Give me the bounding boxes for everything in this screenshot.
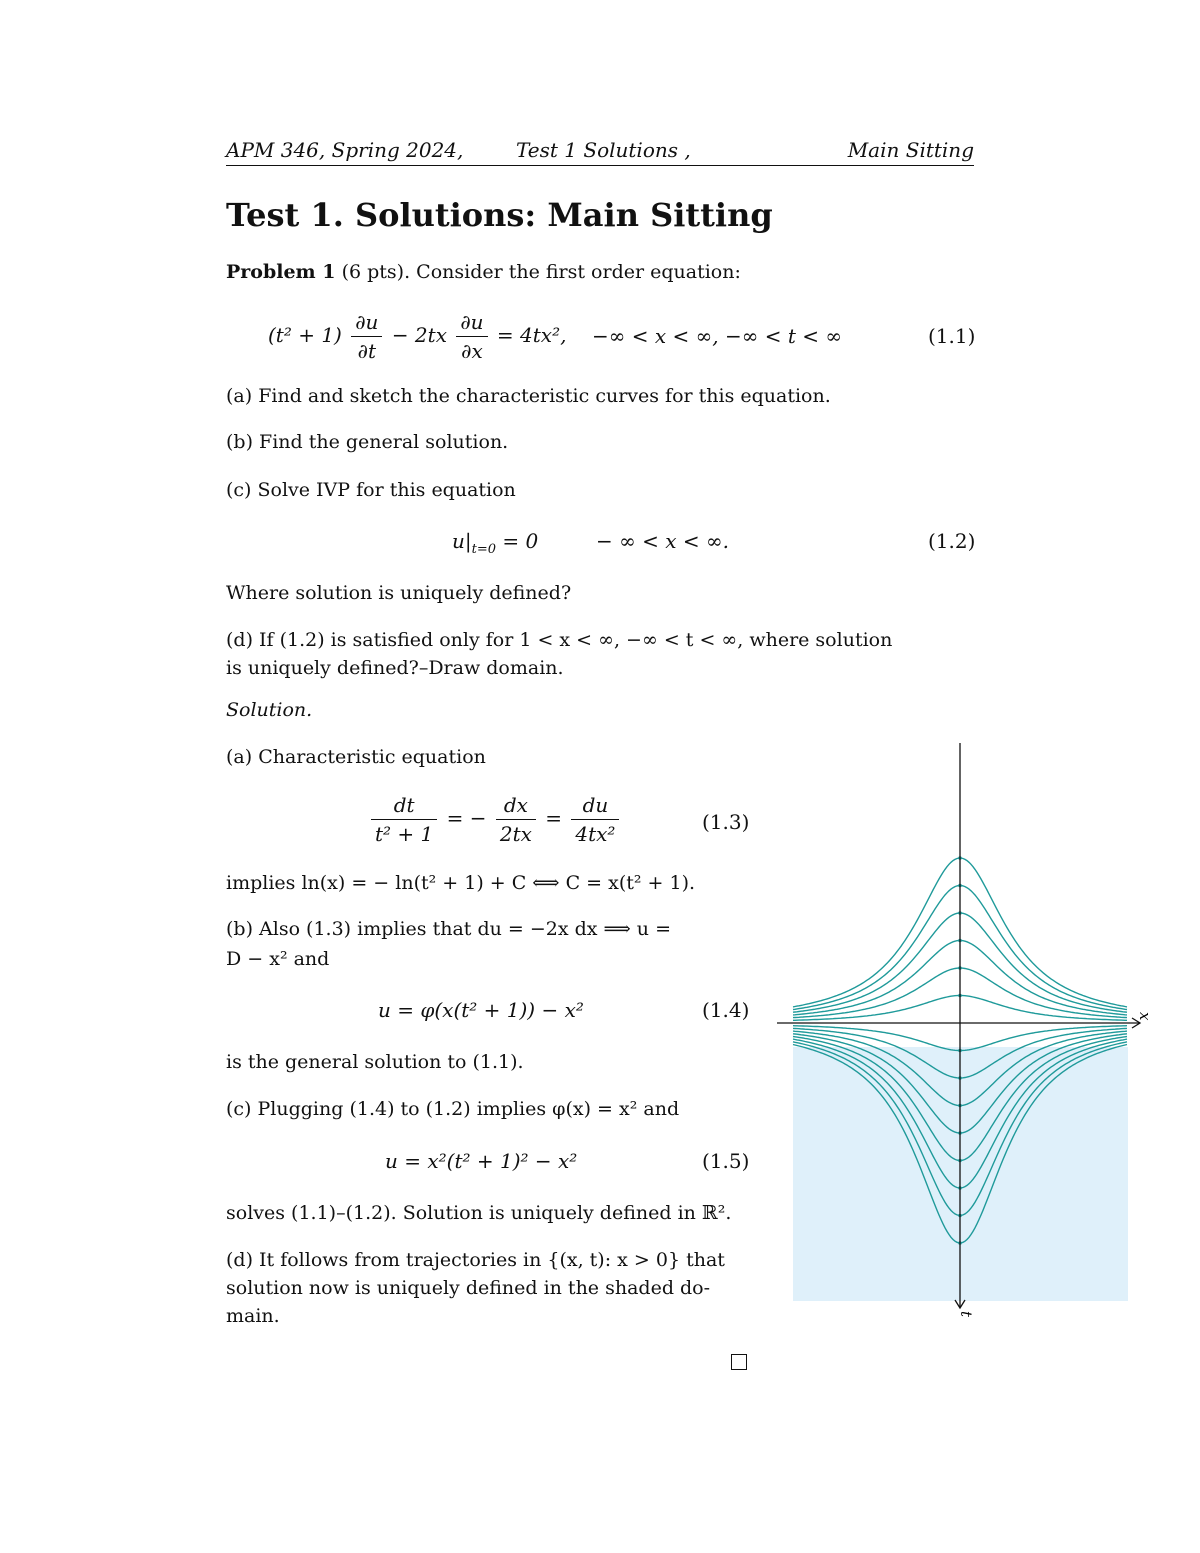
part-d-line-1: (d) If (1.2) is satisfied only for 1 < x < ∞, −∞ < t < ∞, where solution — [226, 629, 893, 651]
solution-d-line-3: main. — [226, 1305, 280, 1327]
solution-b-general: is the general solution to (1.1). — [226, 1051, 524, 1073]
eq-1-2-number: (1.2) — [928, 529, 976, 553]
eq-1-3-sign-2: = — [545, 806, 563, 830]
eq-1-4-number: (1.4) — [702, 998, 750, 1022]
frac-den: t² + 1 — [371, 819, 437, 846]
characteristics-figure — [770, 735, 1160, 1325]
part-b-question: (b) Find the general solution. — [226, 431, 509, 453]
solution-d-line-1: (d) It follows from trajectories in {(x, t): x > 0} that — [226, 1249, 725, 1271]
running-header — [226, 136, 974, 166]
solution-d-line-2: solution now is uniquely defined in the shaded do- — [226, 1277, 711, 1299]
solution-a-intro: (a) Characteristic equation — [226, 746, 486, 768]
x-axis-label: x — [1136, 1012, 1154, 1021]
header-course: APM 346, Spring 2024, — [226, 138, 464, 162]
eq-1-2-sub: t=0 — [471, 542, 497, 557]
header-sitting: Main Sitting — [847, 138, 974, 162]
header-test: Test 1 Solutions , — [516, 138, 691, 162]
eq-1-1-dudt — [351, 310, 382, 363]
qed-symbol — [731, 1354, 747, 1370]
problem-points: (6 pts). — [341, 261, 411, 283]
frac-den: ∂x — [456, 336, 487, 363]
equation-1-1 — [268, 310, 566, 363]
eq-1-1-rhs: = 4tx², — [496, 323, 567, 347]
eq-1-2-domain: − ∞ < x < ∞. — [596, 529, 730, 553]
solution-a-implies: implies ln(x) = − ln(t² + 1) + C ⟺ C = x(t² + 1). — [226, 872, 696, 894]
eq-1-3-number: (1.3) — [702, 810, 750, 834]
header-rule — [226, 165, 974, 166]
solution-b-line-1: (b) Also (1.3) implies that du = −2x dx ⟹ u = — [226, 918, 672, 940]
eq-1-5-number: (1.5) — [702, 1149, 750, 1173]
eq-1-1-term: − 2tx — [391, 323, 447, 347]
solution-c-line: (c) Plugging (1.4) to (1.2) implies φ(x) = x² and — [226, 1098, 680, 1120]
solution-b-line-2: D − x² and — [226, 948, 330, 970]
uniqueness-question: Where solution is uniquely defined? — [226, 582, 572, 604]
frac-den: 2tx — [496, 819, 536, 846]
eq-1-2-lhs: u| — [452, 529, 472, 553]
problem-label: Problem 1 — [226, 261, 336, 283]
eq-1-1-coef: (t² + 1) — [268, 323, 342, 347]
solution-c-solves: solves (1.1)–(1.2). Solution is uniquely defined in ℝ². — [226, 1202, 732, 1224]
eq-1-1-domain: −∞ < x < ∞, −∞ < t < ∞ — [592, 324, 843, 348]
eq-1-3-sign-1: = − — [446, 806, 487, 830]
frac-num: dx — [503, 793, 528, 817]
part-d-line-2: is uniquely defined?–Draw domain. — [226, 657, 564, 679]
frac-den: ∂t — [351, 336, 382, 363]
eq-1-1-number: (1.1) — [928, 324, 976, 348]
page-title: Test 1. Solutions: Main Sitting — [226, 196, 773, 234]
solution-label: Solution. — [226, 699, 313, 721]
equation-1-2 — [452, 529, 538, 557]
problem-intro: Consider the first order equation: — [416, 261, 741, 283]
frac-num: dt — [393, 793, 415, 817]
equation-1-4: u = φ(x(t² + 1)) − x² — [378, 998, 584, 1022]
part-c-question: (c) Solve IVP for this equation — [226, 479, 516, 501]
eq-1-3-frac-2 — [496, 793, 536, 846]
frac-num: ∂u — [460, 310, 484, 334]
frac-den: 4tx² — [571, 819, 619, 846]
eq-1-3-frac-3 — [571, 793, 619, 846]
part-a-question: (a) Find and sketch the characteristic curves for this equation. — [226, 385, 831, 407]
eq-1-2-rhs: = 0 — [502, 529, 539, 553]
frac-num: ∂u — [355, 310, 379, 334]
t-axis-label: t — [957, 1311, 975, 1318]
eq-1-3-frac-1 — [371, 793, 437, 846]
equation-1-5: u = x²(t² + 1)² − x² — [385, 1149, 578, 1173]
equation-1-3 — [368, 793, 622, 846]
eq-1-1-dudx — [456, 310, 487, 363]
problem-statement — [226, 258, 741, 286]
frac-num: du — [582, 793, 609, 817]
